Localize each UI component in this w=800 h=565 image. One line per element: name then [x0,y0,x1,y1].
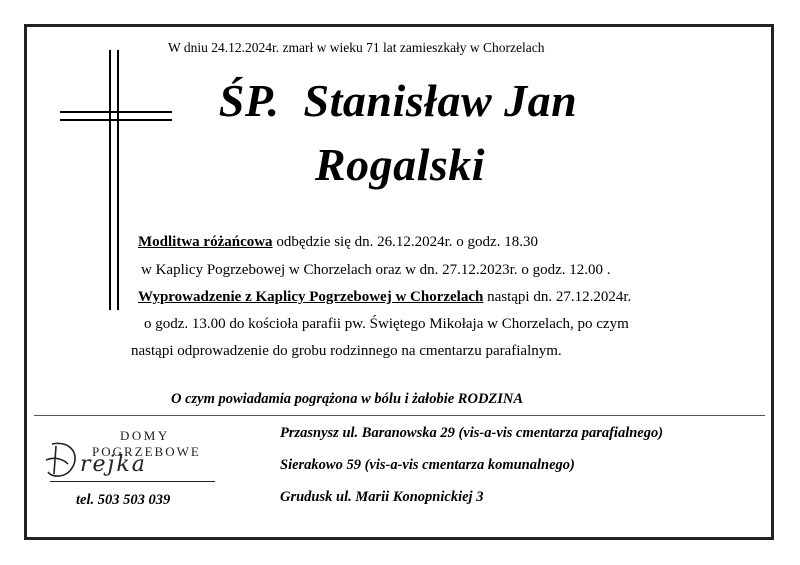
funeral-home-logo [42,424,222,494]
logo-d-monogram-icon [42,438,82,482]
telephone: tel. 503 503 039 [76,492,171,508]
paragraph-line-4: o godz. 13.00 do kościoła parafii pw. Świętego Mikołaja w Chorzelach, po czym [144,316,629,332]
divider [34,415,765,416]
logo-line-2: POGRZEBOWE [92,444,201,459]
deceased-surname: Rogalski [314,139,486,190]
intro-text: W dniu 24.12.2024r. zmarł w wieku 71 lat zamieszkały w Chorzelach [168,40,545,55]
logo-line-3: rejka [80,452,147,477]
address-2: Sierakowo 59 (vis-a-vis cmentarza komunalnego) [280,457,575,473]
paragraph-line-3 [138,289,631,306]
deceased-name-line1 [0,74,798,127]
prayer-text: odbędzie się dn. 26.12.2024r. o godz. 18.30 [272,234,538,250]
procession-label: Wyprowadzenie z Kaplicy Pogrzebowej w Chorzelach [138,289,484,305]
paragraph-line-5: nastąpi odprowadzenie do grobu rodzinnego na cmentarzu parafialnym. [131,343,562,359]
closing-text: O czym powiadamia pogrążona w bólu i żałobie RODZINA [171,391,524,407]
paragraph-line-2: w Kaplicy Pogrzebowej w Chorzelach oraz w dn. 27.12.2023r. o godz. 12.00 . [141,262,611,278]
address-1: Przasnysz ul. Baranowska 29 (vis-a-vis cmentarza parafialnego) [280,425,664,441]
paragraph-line-1 [138,234,538,251]
prayer-label: Modlitwa różańcowa [138,234,273,250]
deceased-prefix: ŚP. [218,75,280,126]
address-3: Grudusk ul. Marii Konopnickiej 3 [280,489,484,505]
procession-text: nastąpi dn. 27.12.2024r. [483,289,632,305]
logo-underline [50,481,215,482]
deceased-given-names: Stanisław Jan [303,75,578,126]
logo-line-1: DOMY [120,428,170,443]
